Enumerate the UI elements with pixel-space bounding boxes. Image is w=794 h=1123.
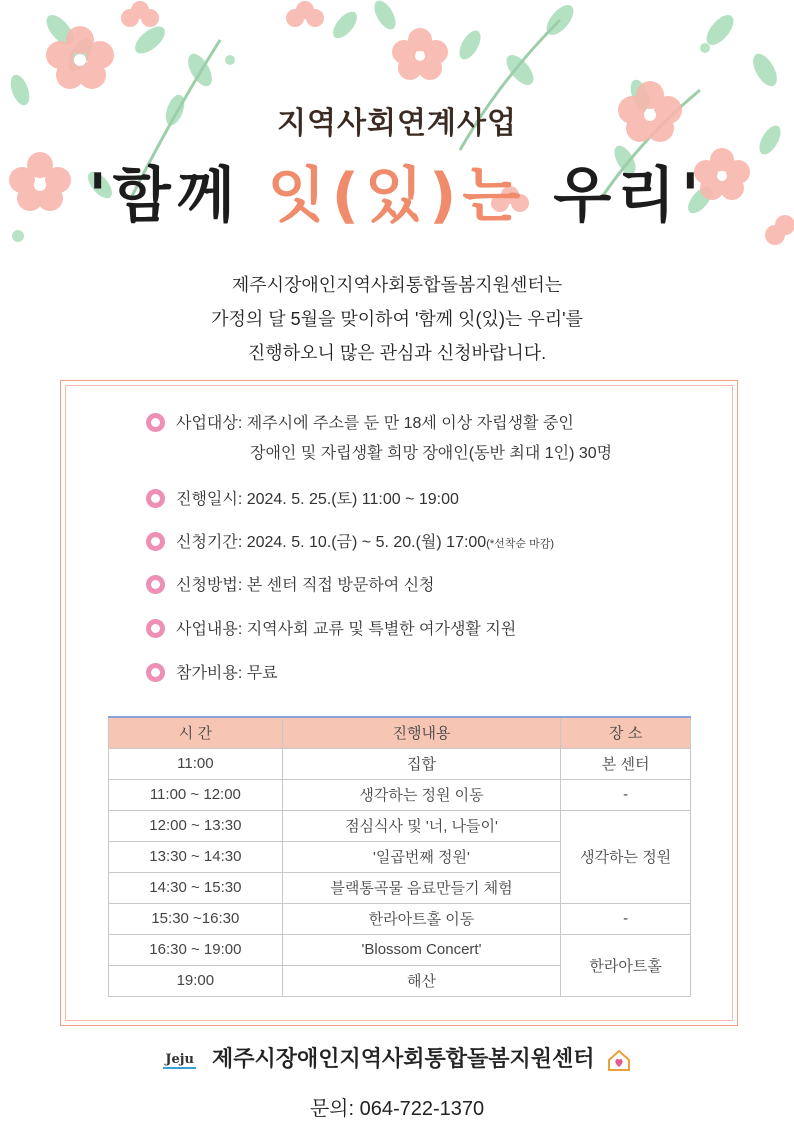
- page-subtitle: 지역사회연계사업: [277, 106, 517, 141]
- cell-time: 14:30 ~ 15:30: [109, 872, 283, 903]
- cell-program: 생각하는 정원 이동: [282, 779, 561, 810]
- table-row: [109, 903, 691, 934]
- jeju-logo: Jeju: [165, 1051, 194, 1067]
- bullet-icon: [146, 575, 165, 594]
- info-period-label: 신청기간: 2024. 5. 10.(금) ~ 5. 20.(월) 17:00: [176, 534, 487, 551]
- bullet-icon: [146, 663, 165, 682]
- info-method-text: 신청방법: 본 센터 직접 방문하여 신청: [176, 577, 435, 594]
- cell-program: 집합: [282, 748, 561, 779]
- page-title: [0, 148, 794, 234]
- info-content-text: 사업내용: 지역사회 교류 및 특별한 여가생활 지원: [176, 621, 517, 638]
- footer-organization: [0, 1042, 794, 1073]
- header-place: 장 소: [561, 717, 691, 748]
- title-quote-open: '함께: [88, 161, 268, 231]
- cell-program: 점심식사 및 '너, 나들이': [282, 810, 561, 841]
- house-heart-icon: [607, 1048, 631, 1072]
- cell-time: 12:00 ~ 13:30: [109, 810, 283, 841]
- info-target-sub: 장애인 및 자립생활 희망 장애인(동반 최대 1인) 30명: [250, 445, 613, 462]
- cell-program: '일곱번째 정원': [282, 841, 561, 872]
- bullet-icon: [146, 413, 165, 432]
- cell-place: -: [561, 779, 691, 810]
- info-period-text: [176, 529, 554, 552]
- cell-place: -: [561, 903, 691, 934]
- cell-time: 16:30 ~ 19:00: [109, 934, 283, 965]
- info-cost-text: 참가비용: 무료: [176, 665, 278, 682]
- cell-time: 19:00: [109, 965, 283, 996]
- cell-time: 15:30 ~16:30: [109, 903, 283, 934]
- cell-program: 'Blossom Concert': [282, 934, 561, 965]
- table-row: [109, 810, 691, 841]
- title-quote-close: 우리': [526, 161, 706, 231]
- cell-place: 생각하는 정원: [561, 810, 691, 903]
- contact-info: 문의: 064-722-1370: [309, 1098, 485, 1120]
- cell-time: 13:30 ~ 14:30: [109, 841, 283, 872]
- header-program: 진행내용: [282, 717, 561, 748]
- intro-line-3: 진행하오니 많은 관심과 신청바랍니다.: [247, 343, 547, 363]
- info-period-note: (*선착순 마감): [486, 538, 555, 550]
- cell-time: 11:00 ~ 12:00: [109, 779, 283, 810]
- cell-program: 블랙통곡물 음료만들기 체험: [282, 872, 561, 903]
- bullet-icon: [146, 532, 165, 551]
- table-row: [109, 748, 691, 779]
- header-time: 시 간: [109, 717, 283, 748]
- cell-place: 한라아트홀: [561, 934, 691, 996]
- bullet-icon: [146, 489, 165, 508]
- cell-place: 본 센터: [561, 748, 691, 779]
- intro-text: [0, 268, 794, 370]
- intro-line-2: 가정의 달 5월을 맞이하여 '함께 잇(있)는 우리'를: [211, 309, 583, 329]
- bullet-icon: [146, 619, 165, 638]
- info-date-text: 진행일시: 2024. 5. 25.(토) 11:00 ~ 19:00: [176, 491, 459, 508]
- cell-program: 해산: [282, 965, 561, 996]
- intro-line-1: 제주시장애인지역사회통합돌봄지원센터는: [231, 275, 563, 295]
- table-header-row: [109, 717, 691, 748]
- table-row: [109, 934, 691, 965]
- title-highlight: 잇(있)는: [267, 161, 527, 231]
- table-row: [109, 779, 691, 810]
- cell-time: 11:00: [109, 748, 283, 779]
- organization-name: 제주시장애인지역사회통합돌봄지원센터: [212, 1046, 595, 1071]
- cell-program: 한라아트홀 이동: [282, 903, 561, 934]
- schedule-table: [108, 716, 691, 997]
- info-target-text: 사업대상: 제주시에 주소를 둔 만 18세 이상 자립생활 중인: [176, 415, 574, 432]
